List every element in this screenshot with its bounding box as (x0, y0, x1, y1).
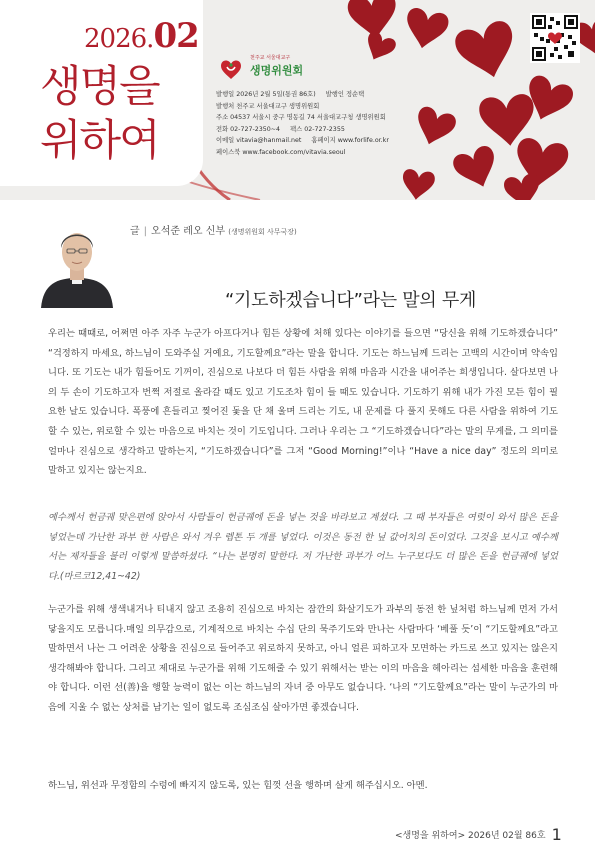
fax: 팩스 02-727-2355 (290, 125, 345, 133)
homepage-link[interactable]: 홈페이지 www.forlife.or.kr (311, 137, 389, 145)
publication-info (216, 89, 389, 159)
author-role: (생명위원회 사무국장) (228, 228, 297, 236)
qr-code-icon[interactable] (530, 13, 580, 63)
issue-month: 02 (153, 16, 199, 56)
article-paragraph (48, 600, 558, 718)
page-number: 1 (551, 825, 562, 844)
issue-number (84, 16, 199, 56)
magazine-title: 생명을 위하여 (40, 62, 159, 166)
scripture-quote (48, 508, 558, 586)
prayer-text: 하느님, 위선과 무정함의 수렁에 빠지지 않도록, 있는 힘껏 선을 행하며 살게 해주십시오. 아멘. (48, 780, 428, 791)
publisher: 발행인 정순택 (325, 91, 365, 98)
author-byline (130, 222, 297, 237)
author-name: 오석준 레오 신부 (151, 226, 226, 237)
page-footer (395, 825, 562, 844)
closing-prayer (48, 776, 558, 796)
article-paragraph (48, 324, 558, 481)
org-parent: 천주교 서울대교구 (250, 55, 291, 61)
phone: 전화 02-727-2350~4 (216, 125, 281, 133)
org-name: 생명위원회 (250, 64, 304, 77)
issue-year: 2026. (84, 24, 154, 54)
issuer: 발행처 천주교 서울대교구 생명위원회 (216, 102, 320, 110)
byline-separator: | (143, 226, 148, 237)
email-link[interactable]: 이메일 vitavia@hanmail.net (216, 137, 302, 145)
byline-label: 글 (130, 226, 140, 237)
title-block (0, 0, 203, 186)
footer-publication: <생명을 위하여> 2026년 02월 86호 (395, 831, 546, 841)
facebook-link[interactable]: 페이스북 www.facebook.com/vitavia.seoul (216, 148, 346, 156)
quote-text: 예수께서 헌금궤 맞은편에 앉아서 사람들이 헌금궤에 돈을 넣는 것을 바라보고 계셨다. 그 때 부자들은 여럿이 와서 많은 돈을 넣었는데 가난한 과부 한 사람은 와서 겨우 렙톤 두 개를 넣었다. 이것은 동전 한 닢 값어치의 돈이었다. 그것을 보시고 예수께서는 제자들을 불러 이렇게 말씀하셨다. “나는 분명히 말한다. 저 가난한 과부가 어느 누구보다도 더 많은 돈을 헌금궤에 넣었다.(마르코12,41~42) (48, 512, 558, 582)
heart-logo-icon (220, 58, 242, 80)
issue-date: 발행일 2026년 2월 5일(통권 86호) (216, 91, 316, 98)
author-photo (37, 218, 117, 308)
masthead (0, 0, 595, 200)
article-title: “기도하겠습니다”라는 말의 무게 (225, 290, 477, 311)
address: 주소 04537 서울시 중구 명동길 74 서울대교구청 생명위원회 (216, 114, 386, 122)
paragraph-text: 누군가를 위해 생색내거나 티내지 않고 조용히 진심으로 바치는 잠깐의 화살기도가 과부의 동전 한 닢처럼 하느님께 먼저 가서 닿을지도 모릅니다.매일 의무감으로, 기계적으로 바치는 수십 단의 묵주기도와 만나는 사람마다 ‘베풀 듯’이 “기도할께요”라고 말하면서 나는 그 어려운 상황을 진심으로 들어주고 위로하지 못하고, 아니 얼른 피하고자 모면하는 카드로 쓰고 있지는 않은지 생각해봐야 합니다. 그리고 제대로 누군가를 위해 기도해줄 수 있기 위해서는 받는 이의 마음을 헤아리는 섬세한 마음을 훈련해야 합니다. 이런 선(善)을 행할 능력이 없는 이는 하느님의 자녀 중 아무도 없습니다. ‘나의 “기도할께요”라는 말이 누군가의 마음에 지울 수 없는 상처를 남기는 일이 없도록 조심조심 살아가면 좋겠습니다. (48, 604, 558, 713)
paragraph-text: 우리는 때때로, 어쩌면 아주 자주 누군가 아프다거나 힘든 상황에 처해 있다는 이야기를 들으면 “당신을 위해 기도하겠습니다” “걱정하지 마세요, 하느님이 도와주실 거예요, 기도할께요”라는 말을 합니다. 기도는 하느님께 드리는 고백의 시간이며 약속입니다. 또 기도는 내가 힘들어도 기꺼이, 진심으로 나보다 더 힘든 사람을 위해 마음과 시간을 내어주는 희생입니다. 살다보면 나의 두 손이 기도하고자 번쩍 저절로 올라갈 때도 있고 기도조차 힘이 들 때도 있습니다. 기도하기 위해 내가 가진 모든 힘이 필요한 날도 있습니다. 폭풍에 흔들리고 찢어진 돛을 단 채 울며 드리는 기도, 내 문제를 다 풀지 못해도 다른 사람을 위하여 기도할 수 있는, 위로할 수 있는 마음으로 바치는 것이 기도입니다. 그러나 우리는 그 “기도하겠습니다”라는 말의 무게를, 그 의미를 얼마나 진심으로 생각하고 말하는지, “기도하겠습니다”를 그저 “Good Morning!”이나 “Have a nice day” 정도의 의미로 말하고 있지는 않는지요. (48, 328, 558, 477)
